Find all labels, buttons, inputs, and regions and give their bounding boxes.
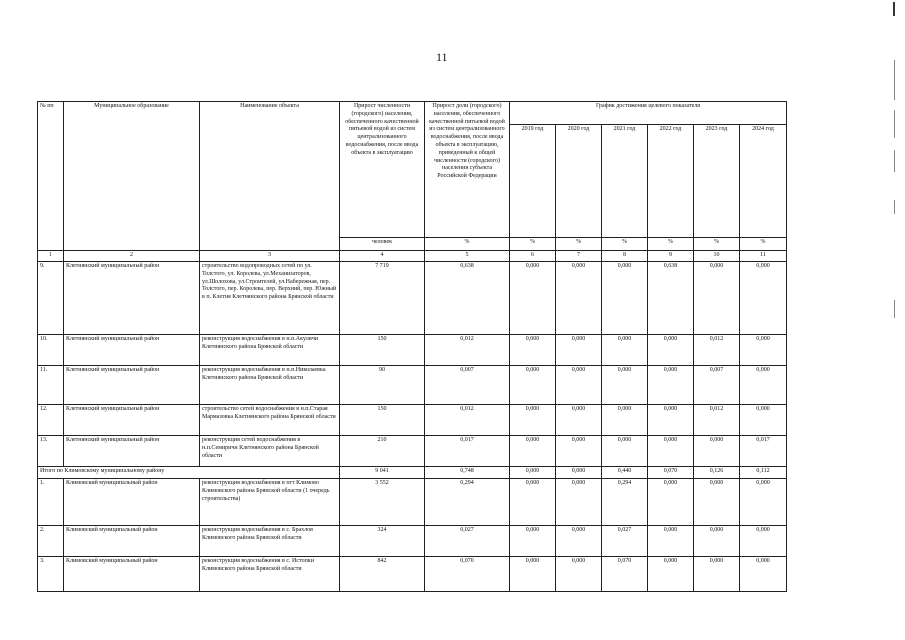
header-year: 2023 год (694, 125, 740, 238)
row-municipality: Климовский муниципальный район (64, 526, 200, 557)
row-municipality: Клетнянский муниципальный район (64, 262, 200, 335)
row-y2019: 0,000 (510, 405, 556, 436)
table-row (38, 526, 787, 557)
row-num: 3. (38, 557, 64, 592)
header-schedule: График достижения целевого показателя (510, 102, 787, 125)
row-num: 1. (38, 479, 64, 526)
row-municipality: Климовский муниципальный район (64, 479, 200, 526)
header-municipality: Муниципальное образование (64, 102, 200, 251)
row-share: 0,012 (425, 335, 510, 366)
row-y2019: 0,000 (510, 526, 556, 557)
row-y2024: 0,000 (740, 262, 787, 335)
unit-cell: % (694, 238, 740, 251)
row-y2023: 0,007 (694, 366, 740, 405)
row-municipality: Клетнянский муниципальный район (64, 366, 200, 405)
row-y2021: 0,000 (602, 405, 648, 436)
row-y2024: 0,000 (740, 405, 787, 436)
row-num: 9. (38, 262, 64, 335)
row-y2021: 0,000 (602, 366, 648, 405)
row-y2024: 0,017 (740, 436, 787, 467)
total-y2020: 0,000 (556, 467, 602, 479)
row-pop: 7 719 (340, 262, 425, 335)
row-num: 10. (38, 335, 64, 366)
row-municipality: Клетнянский муниципальный район (64, 436, 200, 467)
row-y2024: 0,000 (740, 526, 787, 557)
column-number: 11 (740, 251, 787, 262)
header-year: 2020 год (556, 125, 602, 238)
column-number: 4 (340, 251, 425, 262)
unit-cell: % (740, 238, 787, 251)
row-y2021: 0,027 (602, 526, 648, 557)
table-row (38, 436, 787, 467)
page-number: 11 (436, 50, 448, 64)
total-y2022: 0,070 (648, 467, 694, 479)
row-share: 0,070 (425, 557, 510, 592)
total-y2019: 0,000 (510, 467, 556, 479)
row-y2020: 0,000 (556, 366, 602, 405)
row-y2024: 0,000 (740, 479, 787, 526)
row-share: 0,294 (425, 479, 510, 526)
row-share: 0,638 (425, 262, 510, 335)
row-pop: 842 (340, 557, 425, 592)
table-row (38, 557, 787, 592)
header-year: 2024 год (740, 125, 787, 238)
column-number: 1 (38, 251, 64, 262)
total-row (38, 467, 787, 479)
row-y2023: 0,000 (694, 262, 740, 335)
header-year: 2019 год (510, 125, 556, 238)
row-num: 12. (38, 405, 64, 436)
header-year: 2022 год (648, 125, 694, 238)
row-pop: 150 (340, 405, 425, 436)
row-y2021: 0,000 (602, 436, 648, 467)
header-num: № пп (38, 102, 64, 251)
row-share: 0,027 (425, 526, 510, 557)
row-y2020: 0,000 (556, 557, 602, 592)
row-y2020: 0,000 (556, 526, 602, 557)
row-y2022: 0,000 (648, 366, 694, 405)
row-object: реконструкция водоснабжения в н.п.Акуличи Клетнянского района Брянской области (200, 335, 340, 366)
column-number: 3 (200, 251, 340, 262)
row-pop: 150 (340, 335, 425, 366)
row-y2019: 0,000 (510, 262, 556, 335)
total-label: Итого по Климовскому муниципальному району (38, 467, 340, 479)
row-share: 0,007 (425, 366, 510, 405)
unit-cell: % (648, 238, 694, 251)
row-municipality: Климовский муниципальный район (64, 557, 200, 592)
scan-edge-marks (887, 0, 901, 640)
row-y2021: 0,000 (602, 335, 648, 366)
row-pop: 210 (340, 436, 425, 467)
row-y2022: 0,000 (648, 479, 694, 526)
table-row (38, 335, 787, 366)
table-row (38, 479, 787, 526)
row-y2019: 0,000 (510, 479, 556, 526)
row-y2021: 0,294 (602, 479, 648, 526)
header-pop-growth: Прирост численности (городского) населения, обеспеченного качественной питьевой водой из систем централизованного водоснабжения, после ввода объекта в эксплуатацию (340, 102, 425, 238)
column-number: 8 (602, 251, 648, 262)
table-row (38, 405, 787, 436)
row-object: реконструкция водоснабжения в пгт Климово Климовского района Брянской области (1 очередь строительства) (200, 479, 340, 526)
row-y2022: 0,638 (648, 262, 694, 335)
row-num: 13. (38, 436, 64, 467)
row-share: 0,012 (425, 405, 510, 436)
row-y2020: 0,000 (556, 405, 602, 436)
header-share-growth: Прирост доли (городского) населения, обеспеченного качественной питьевой водой из систем централизованного водоснабжения, после ввода объекта в эксплуатацию, приведенный к общей численности (городского) населения субъекта Российской Федерации (425, 102, 510, 238)
row-y2021: 0,000 (602, 262, 648, 335)
row-y2020: 0,000 (556, 335, 602, 366)
row-y2023: 0,012 (694, 405, 740, 436)
row-y2021: 0,070 (602, 557, 648, 592)
row-municipality: Клетнянский муниципальный район (64, 405, 200, 436)
column-numbers-row (38, 251, 787, 262)
row-y2020: 0,000 (556, 479, 602, 526)
column-number: 5 (425, 251, 510, 262)
row-y2022: 0,000 (648, 436, 694, 467)
row-y2022: 0,000 (648, 557, 694, 592)
row-y2022: 0,000 (648, 335, 694, 366)
indicator-table-wrap (37, 101, 786, 592)
row-num: 11. (38, 366, 64, 405)
row-y2020: 0,000 (556, 436, 602, 467)
row-y2023: 0,000 (694, 436, 740, 467)
column-number: 9 (648, 251, 694, 262)
row-y2022: 0,000 (648, 405, 694, 436)
row-y2019: 0,000 (510, 335, 556, 366)
unit-cell: % (425, 238, 510, 251)
row-y2023: 0,000 (694, 526, 740, 557)
row-y2023: 0,012 (694, 335, 740, 366)
row-y2020: 0,000 (556, 262, 602, 335)
row-pop: 324 (340, 526, 425, 557)
column-number: 2 (64, 251, 200, 262)
row-municipality: Клетнянский муниципальный район (64, 335, 200, 366)
row-y2023: 0,000 (694, 479, 740, 526)
unit-cell: % (510, 238, 556, 251)
row-y2024: 0,000 (740, 366, 787, 405)
row-object: строительство сетей водоснабжения в н.п.Старая Мармазовка Клетнянского района Брянской области (200, 405, 340, 436)
header-object: Наименование объекта (200, 102, 340, 251)
row-object: реконструкция сетей водоснабжения в н.п.Семиричи Клетнянского района Брянской области (200, 436, 340, 467)
table-row (38, 262, 787, 335)
row-share: 0,017 (425, 436, 510, 467)
total-share: 0,748 (425, 467, 510, 479)
row-y2019: 0,000 (510, 436, 556, 467)
row-y2019: 0,000 (510, 557, 556, 592)
row-y2024: 0,000 (740, 557, 787, 592)
column-number: 7 (556, 251, 602, 262)
header-row (38, 102, 787, 125)
row-object: строительство водопроводных сетей по ул. Толстого, ул. Королева, ул.Механизаторов, ул.Шолохова, ул.Строителей, ул.Набережная, пер. Толстого, пер. Королева, пер. Верхний, пер. Южный в п. Клетня Клетнянского района Брянской области (200, 262, 340, 335)
row-y2023: 0,000 (694, 557, 740, 592)
row-pop: 3 552 (340, 479, 425, 526)
total-y2023: 0,126 (694, 467, 740, 479)
row-y2022: 0,000 (648, 526, 694, 557)
row-y2024: 0,000 (740, 335, 787, 366)
header-year: 2021 год (602, 125, 648, 238)
total-y2024: 0,112 (740, 467, 787, 479)
unit-cell: % (602, 238, 648, 251)
row-pop: 90 (340, 366, 425, 405)
row-y2019: 0,000 (510, 366, 556, 405)
unit-cell: человек (340, 238, 425, 251)
row-object: реконструкция водоснабжения в с. Истопки Климовского района Брянской области (200, 557, 340, 592)
table-row (38, 366, 787, 405)
row-object: реконструкция водоснабжения в с. Брахлов Климовского района Брянской области (200, 526, 340, 557)
total-y2021: 0,440 (602, 467, 648, 479)
indicator-table (37, 101, 787, 592)
column-number: 6 (510, 251, 556, 262)
row-object: реконструкция водоснабжения в н.п.Николаевка Клетнянского района Брянской области (200, 366, 340, 405)
row-num: 2. (38, 526, 64, 557)
total-pop: 9 041 (340, 467, 425, 479)
unit-cell: % (556, 238, 602, 251)
column-number: 10 (694, 251, 740, 262)
